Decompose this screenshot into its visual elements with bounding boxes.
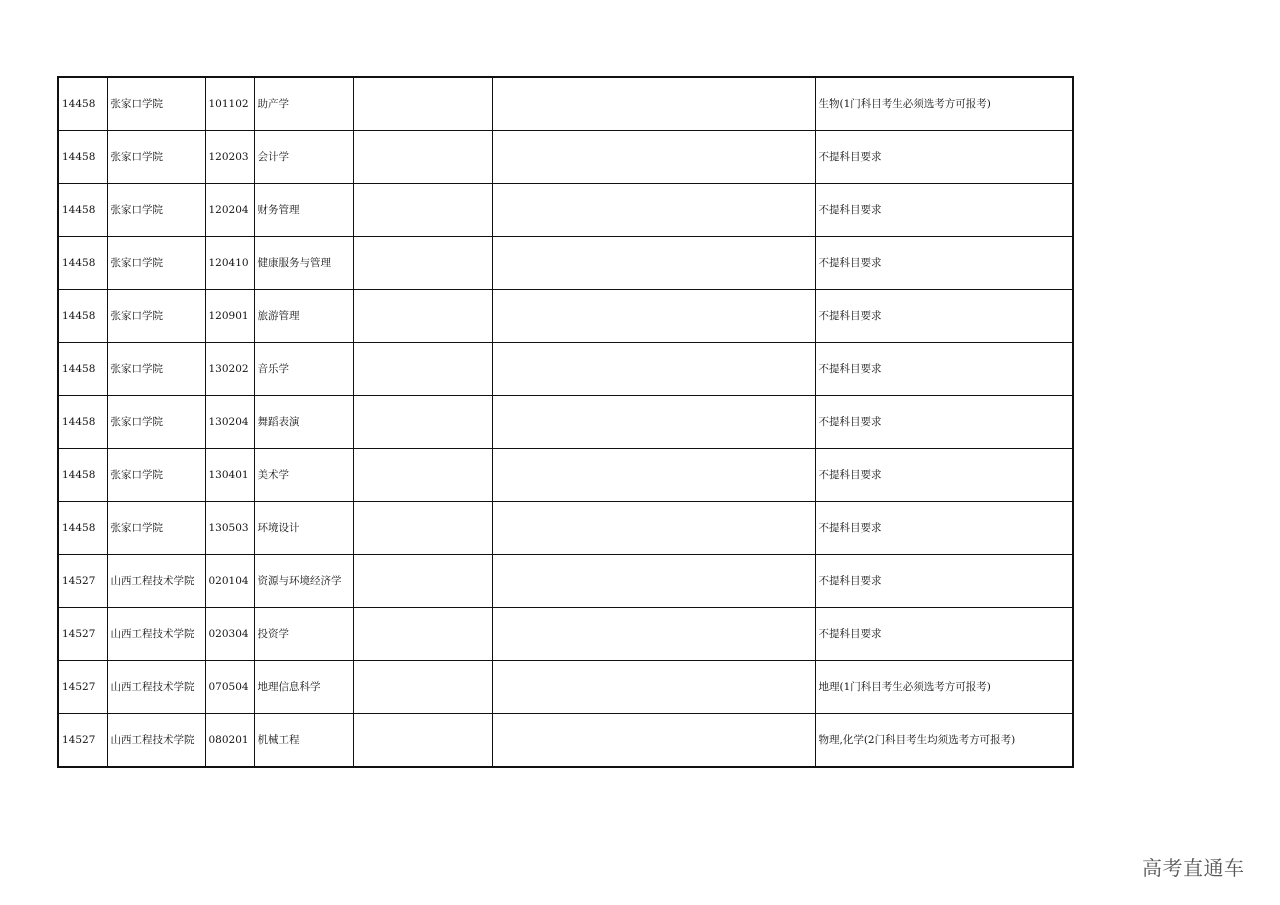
empty-cell (353, 237, 492, 290)
school-name-cell: 张家口学院 (107, 449, 205, 502)
empty-cell (492, 661, 815, 714)
major-code-cell: 120901 (205, 290, 254, 343)
school-code-cell: 14458 (58, 77, 107, 131)
subject-requirement-cell: 不提科目要求 (815, 396, 1073, 449)
school-code-cell: 14527 (58, 608, 107, 661)
subject-requirement-cell: 不提科目要求 (815, 184, 1073, 237)
subject-requirement-cell: 不提科目要求 (815, 449, 1073, 502)
subject-requirement-cell: 不提科目要求 (815, 608, 1073, 661)
empty-cell (492, 131, 815, 184)
empty-cell (492, 449, 815, 502)
major-name-cell: 机械工程 (254, 714, 353, 768)
empty-cell (353, 131, 492, 184)
subject-requirement-cell: 不提科目要求 (815, 343, 1073, 396)
school-name-cell: 山西工程技术学院 (107, 608, 205, 661)
major-name-cell: 资源与环境经济学 (254, 555, 353, 608)
subject-requirement-cell: 不提科目要求 (815, 555, 1073, 608)
table-row (58, 555, 1073, 608)
school-code-cell: 14458 (58, 184, 107, 237)
subject-requirement-cell: 不提科目要求 (815, 290, 1073, 343)
empty-cell (353, 77, 492, 131)
empty-cell (492, 237, 815, 290)
subject-requirements-table (57, 76, 1074, 768)
empty-cell (353, 555, 492, 608)
major-name-cell: 会计学 (254, 131, 353, 184)
subject-requirement-cell: 不提科目要求 (815, 131, 1073, 184)
empty-cell (492, 502, 815, 555)
school-name-cell: 张家口学院 (107, 502, 205, 555)
major-code-cell: 130204 (205, 396, 254, 449)
major-code-cell: 120410 (205, 237, 254, 290)
school-name-cell: 张家口学院 (107, 396, 205, 449)
empty-cell (492, 184, 815, 237)
school-name-cell: 山西工程技术学院 (107, 555, 205, 608)
empty-cell (353, 290, 492, 343)
empty-cell (353, 608, 492, 661)
empty-cell (492, 555, 815, 608)
table-row (58, 502, 1073, 555)
major-name-cell: 投资学 (254, 608, 353, 661)
table-row (58, 290, 1073, 343)
table-row (58, 661, 1073, 714)
major-name-cell: 财务管理 (254, 184, 353, 237)
empty-cell (353, 396, 492, 449)
school-code-cell: 14458 (58, 290, 107, 343)
major-name-cell: 环境设计 (254, 502, 353, 555)
empty-cell (353, 502, 492, 555)
empty-cell (353, 449, 492, 502)
empty-cell (353, 184, 492, 237)
school-name-cell: 山西工程技术学院 (107, 714, 205, 768)
empty-cell (353, 661, 492, 714)
school-name-cell: 张家口学院 (107, 184, 205, 237)
major-code-cell: 130503 (205, 502, 254, 555)
empty-cell (353, 714, 492, 768)
major-code-cell: 120203 (205, 131, 254, 184)
major-name-cell: 舞蹈表演 (254, 396, 353, 449)
school-code-cell: 14527 (58, 555, 107, 608)
table-row (58, 77, 1073, 131)
school-code-cell: 14458 (58, 131, 107, 184)
table-row (58, 237, 1073, 290)
subject-requirement-cell: 生物(1门科目考生必须选考方可报考) (815, 77, 1073, 131)
empty-cell (492, 343, 815, 396)
table-row (58, 343, 1073, 396)
empty-cell (492, 290, 815, 343)
school-code-cell: 14527 (58, 661, 107, 714)
major-code-cell: 020304 (205, 608, 254, 661)
school-code-cell: 14458 (58, 343, 107, 396)
empty-cell (492, 608, 815, 661)
major-code-cell: 080201 (205, 714, 254, 768)
school-code-cell: 14458 (58, 449, 107, 502)
school-code-cell: 14458 (58, 396, 107, 449)
table-row (58, 184, 1073, 237)
major-code-cell: 101102 (205, 77, 254, 131)
major-code-cell: 070504 (205, 661, 254, 714)
major-name-cell: 音乐学 (254, 343, 353, 396)
school-name-cell: 张家口学院 (107, 131, 205, 184)
table-row (58, 608, 1073, 661)
school-name-cell: 山西工程技术学院 (107, 661, 205, 714)
school-code-cell: 14458 (58, 502, 107, 555)
table-row (58, 449, 1073, 502)
major-name-cell: 旅游管理 (254, 290, 353, 343)
watermark-text: 高考直通车 (1142, 856, 1245, 880)
major-code-cell: 120204 (205, 184, 254, 237)
table-body (58, 77, 1073, 767)
school-name-cell: 张家口学院 (107, 290, 205, 343)
table-row (58, 396, 1073, 449)
major-name-cell: 美术学 (254, 449, 353, 502)
major-name-cell: 助产学 (254, 77, 353, 131)
table-row (58, 714, 1073, 768)
major-name-cell: 健康服务与管理 (254, 237, 353, 290)
major-code-cell: 130401 (205, 449, 254, 502)
subject-requirement-cell: 不提科目要求 (815, 502, 1073, 555)
empty-cell (353, 343, 492, 396)
school-name-cell: 张家口学院 (107, 77, 205, 131)
school-code-cell: 14458 (58, 237, 107, 290)
subject-requirement-cell: 物理,化学(2门科目考生均须选考方可报考) (815, 714, 1073, 768)
table-row (58, 131, 1073, 184)
major-name-cell: 地理信息科学 (254, 661, 353, 714)
empty-cell (492, 77, 815, 131)
major-code-cell: 020104 (205, 555, 254, 608)
school-name-cell: 张家口学院 (107, 237, 205, 290)
empty-cell (492, 396, 815, 449)
school-code-cell: 14527 (58, 714, 107, 768)
empty-cell (492, 714, 815, 768)
school-name-cell: 张家口学院 (107, 343, 205, 396)
subject-requirement-cell: 地理(1门科目考生必须选考方可报考) (815, 661, 1073, 714)
major-code-cell: 130202 (205, 343, 254, 396)
subject-requirement-cell: 不提科目要求 (815, 237, 1073, 290)
